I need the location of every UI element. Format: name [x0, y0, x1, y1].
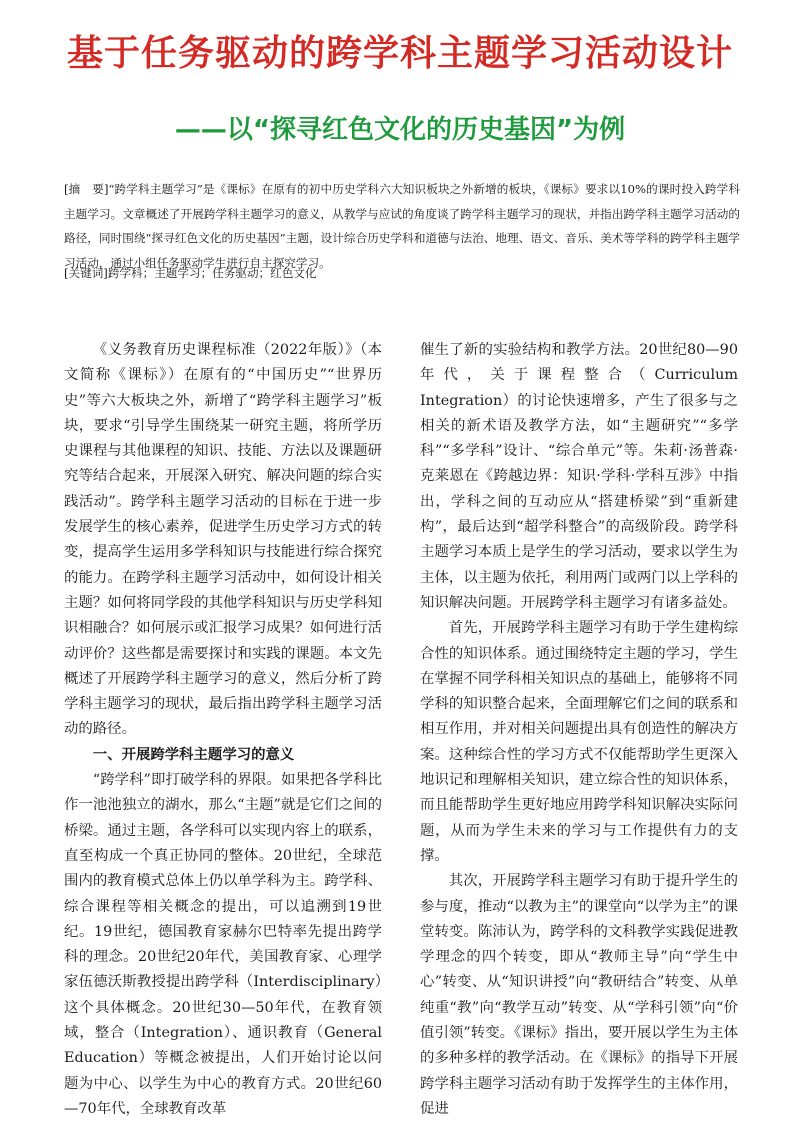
keywords-label: [关键词]	[64, 266, 108, 280]
body-right-column	[420, 338, 738, 1122]
keywords-text: 跨学科；主题学习；任务驱动；红色文化	[107, 266, 317, 280]
article-subtitle: ——以“探寻红色文化的历史基因”为例	[174, 115, 626, 145]
body-left-column	[64, 338, 382, 1122]
body-paragraph: 《义务教育历史课程标准（2022年版）》（本文简称《课标》）在原有的“中国历史”“世界历史”等六大板块之外，新增了“跨学科主题学习”板块，要求“引导学生围绕某一研究主题，将所学历史课程与其他课程的知识、技能、方法以及课题研究等结合起来，开展深入研究、解决问题的综合实践活动”。跨学科主题学习活动的目标在于进一步发展学生的核心素养，促进学生历史学习方式的转变，提高学生运用多学科知识与技能进行综合探究的能力。在跨学科主题学习活动中，如何设计相关主题？如何将同学段的其他学科知识与历史学科知识相融合？如何展示或汇报学习成果？如何进行活动评价？这些都是需要探讨和实践的课题。本文先概述了开展跨学科主题学习的意义，然后分析了跨学科主题学习的现状，最后指出跨学科主题学习活动的路径。	[64, 342, 382, 738]
body-paragraph: 催生了新的实验结构和教学方法。20世纪80—90年代，关于课程整合（Curriculum Integration）的讨论快速增多，产生了很多与之相关的新术语及教学方法，如“主题研究”“多学科”“多学科”设计、“综合单元”等。朱莉·汤普森·克莱恩在《跨越边界：知识·学科·学科互涉》中指出，学科之间的互动应从“搭建桥梁”到“重新建构”，最后达到“超学科整合”的高级阶段。跨学科主题学习本质上是学生的学习活动，要求以学生为主体，以主题为依托，利用两门或两门以上学科的知识解决问题。开展跨学科主题学习有诸多益处。	[420, 342, 738, 611]
keywords-block	[64, 261, 740, 286]
section-heading: 一、开展跨学科主题学习的意义	[92, 746, 295, 763]
body-paragraph: 其次，开展跨学科主题学习有助于提升学生的参与度，推动“以教为主”的课堂向“以学为主”的课堂转变。陈沛认为，跨学科的文科教学实践促进教学理念的四个转变，即从“教师主导”向“学生中心”转变、从“知识讲授”向“教研结合”转变、从单纯重“教”向“教学互动”转变、从“学科引领”向“价值引领”转变。《课标》指出，要开展以学生为主体的多种多样的教学活动。在《课标》的指导下开展跨学科主题学习活动有助于发挥学生的主体作用，促进	[420, 873, 738, 1117]
article-title: 基于任务驱动的跨学科主题学习活动设计	[66, 33, 733, 74]
body-paragraph: 首先，开展跨学科主题学习有助于学生建构综合性的知识体系。通过围绕特定主题的学习，学生在掌握不同学科相关知识点的基础上，能够将不同学科的知识整合起来，全面理解它们之间的联系和相互作用，并对相关问题提出具有创造性的解决方案。这种综合性的学习方式不仅能帮助学生更深入地识记和理解相关知识，建立综合性的知识体系，而且能帮助学生更好地应用跨学科知识解决实际问题，从而为学生未来的学习与工作提供有力的支撑。	[420, 620, 738, 864]
abstract-label: [摘 要]	[64, 182, 109, 196]
body-paragraph: “跨学科”即打破学科的界限。如果把各学科比作一池池独立的湖水，那么“主题”就是它们之间的桥梁。通过主题，各学科可以实现内容上的联系，直至构成一个真正协同的整体。20世纪，全球范围内的教育模式总体上仍以单学科为主。跨学科、综合课程等相关概念的提出，可以追溯到19世纪。19世纪，德国教育家赫尔巴特率先提出跨学科的理念。20世纪20年代，美国教育家、心理学家伍德沃斯教授提出跨学科（Interdisciplinary）这个具体概念。20世纪30—50年代，在教育领域，整合（Integration）、通识教育（General Education）等概念被提出，人们开始讨论以问题为中心、以学生为中心的教育方式。20世纪60—70年代，全球教育改革	[64, 772, 382, 1117]
abstract-text: “跨学科主题学习”是《课标》在原有的初中历史学科六大知识板块之外新增的板块，《课标》要求以10%的课时投入跨学科主题学习。文章概述了开展跨学科主题学习的意义，从教学与应试的角度谈了跨学科主题学习的现状，并指出跨学科主题学习活动的路径，同时围绕“探寻红色文化的历史基因”主题，设计综合历史学科和道德与法治、地理、语文、音乐、美术等学科的跨学科主题学习活动，通过小组任务驱动学生进行自主探究学习。	[64, 182, 741, 270]
